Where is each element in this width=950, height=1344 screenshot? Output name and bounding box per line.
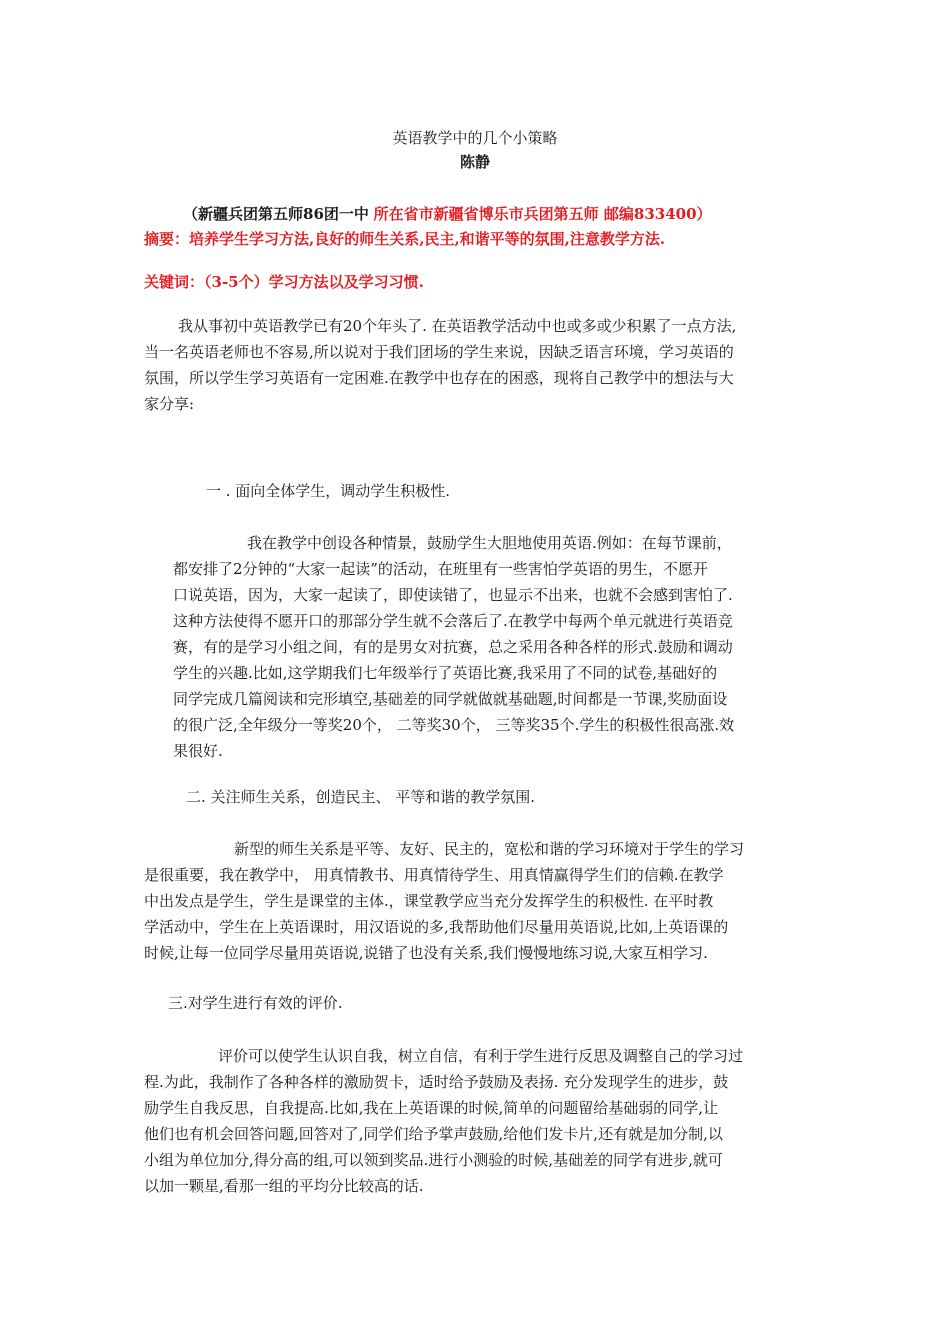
text-line: 新型的师生关系是平等、友好、民主的，宽松和谐的学习环境对于学生的学习 bbox=[234, 840, 745, 858]
text-line: 赛，有的是学习小组之间，有的是男女对抗赛，总之采用各种各样的形式.鼓励和调动 bbox=[173, 638, 733, 656]
text-line: 都安排了2分钟的“大家一起读”的活动，在班里有一些害怕学英语的男生，不愿开 bbox=[173, 560, 708, 578]
text-line: 口说英语，因为，大家一起读了，即使读错了，也显示不出来，也就不会感到害怕了. bbox=[173, 586, 733, 604]
section-2-heading: 二. 关注师生关系，创造民主、 平等和谐的教学氛围. bbox=[186, 788, 536, 806]
text-line: 时候,让每一位同学尽量用英语说,说错了也没有关系,我们慢慢地练习说,大家互相学习. bbox=[144, 944, 708, 962]
affiliation-line bbox=[183, 202, 712, 226]
text-line: 小组为单位加分,得分高的组,可以领到奖品.进行小测验的时候,基础差的同学有进步,就可 bbox=[144, 1151, 723, 1169]
document-author: 陈静 bbox=[459, 153, 490, 171]
text-line: 是很重要，我在教学中， 用真情教书、用真情待学生、用真情赢得学生们的信赖.在教学 bbox=[144, 866, 724, 884]
text-line: 学活动中，学生在上英语课时，用汉语说的多,我帮助他们尽量用英语说,比如,上英语课的 bbox=[144, 918, 729, 936]
keywords: 关键词：（3-5个）学习方法以及学习习惯. bbox=[144, 273, 424, 291]
text-line: 家分享: bbox=[144, 395, 195, 413]
text-line: 评价可以使学生认识自我，树立自信，有利于学生进行反思及调整自己的学习过 bbox=[218, 1047, 744, 1065]
abstract: 摘要：培养学生学习方法,良好的师生关系,民主,和谐平等的氛围,注意教学方法. bbox=[144, 230, 666, 248]
document-title: 英语教学中的几个小策略 bbox=[392, 129, 558, 147]
text-line: 他们也有机会回答问题,回答对了,同学们给予掌声鼓励,给他们发卡片,还有就是加分制,以 bbox=[144, 1125, 723, 1143]
text-line: 程.为此，我制作了各种各样的激励贺卡，适时给予鼓励及表扬. 充分发现学生的进步，鼓 bbox=[144, 1073, 729, 1091]
affiliation-prefix: （新疆兵团第五师86团一中 bbox=[183, 205, 369, 223]
text-line: 氛围，所以学生学习英语有一定困难.在教学中也存在的困惑，现将自己教学中的想法与大 bbox=[144, 369, 734, 387]
text-line: 励学生自我反思，自我提高.比如,我在上英语课的时候,简单的问题留给基础弱的同学,让 bbox=[144, 1099, 719, 1117]
text-line: 的很广泛,全年级分一等奖20个， 二等奖30个， 三等奖35个.学生的积极性很高涨.效 bbox=[173, 716, 735, 734]
text-line: 当一名英语老师也不容易,所以说对于我们团场的学生来说，因缺乏语言环境，学习英语的 bbox=[144, 343, 734, 361]
text-line: 果很好. bbox=[173, 742, 223, 760]
text-line: 这种方法使得不愿开口的那部分学生就不会落后了.在教学中每两个单元就进行英语竞 bbox=[173, 612, 733, 630]
text-line: 同学完成几篇阅读和完形填空,基础差的同学就做就基础题,时间都是一节课,奖励面设 bbox=[173, 690, 728, 708]
section-1-body bbox=[173, 530, 813, 764]
section-2-body bbox=[144, 836, 814, 966]
text-line: 我在教学中创设各种情景，鼓励学生大胆地使用英语.例如：在每节课前， bbox=[247, 534, 732, 552]
affiliation-address: 所在省市新疆省博乐市兵团第五师 邮编833400） bbox=[373, 205, 712, 223]
intro-paragraph bbox=[144, 313, 814, 417]
section-3-body bbox=[144, 1043, 814, 1199]
section-3-heading: 三.对学生进行有效的评价. bbox=[168, 994, 343, 1012]
text-line: 我从事初中英语教学已有20个年头了. 在英语教学活动中也或多或少积累了一点方法, bbox=[178, 317, 737, 335]
text-line: 中出发点是学生，学生是课堂的主体.，课堂教学应当充分发挥学生的积极性. 在平时教 bbox=[144, 892, 714, 910]
text-line: 学生的兴趣.比如,这学期我们七年级举行了英语比赛,我采用了不同的试卷,基础好的 bbox=[173, 664, 718, 682]
text-line: 以加一颗星,看那一组的平均分比较高的话. bbox=[144, 1177, 424, 1195]
section-1-heading: 一 . 面向全体学生，调动学生积极性. bbox=[206, 482, 451, 500]
